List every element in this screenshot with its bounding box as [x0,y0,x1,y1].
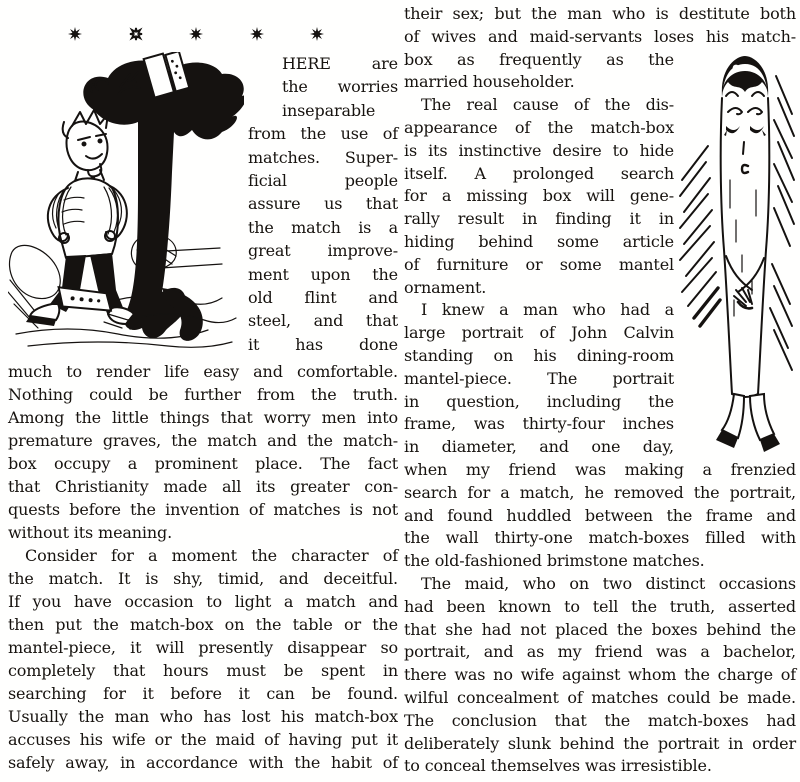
text-line: when my friend was making a frenzied [404,459,796,479]
closed-eyes [724,126,766,136]
text-beside-figure [404,49,796,459]
text-line: to conceal themselves was irresistible. [404,756,712,776]
hollow-star-ornament-icon [129,27,143,41]
paragraph-left-2 [8,544,398,774]
feet [716,394,780,452]
text-line: there was no wife against whom the charge of [404,665,796,685]
left-column [8,0,398,774]
text-line: portrait, and as my friend was a bachelor, [404,642,796,662]
text-line: mantel-piece, it will presently disappear so [8,638,398,657]
match-figure [716,56,780,452]
crossed-hands [726,256,764,308]
text-line: ficial people [248,171,398,191]
hatching-right-upper [774,76,794,246]
text-line: the match. It is shy, timid, and deceitful. [8,569,398,588]
paragraph-right-continuation [404,3,796,49]
dropcap-first-lines [248,52,398,122]
text-line: standing on his dining-room [404,345,674,365]
ornament-row [68,27,324,42]
text-line: accuses his wife or the maid of having put it [8,730,398,749]
text-line: If you have occasion to light a match and [8,592,398,611]
text-line: the old-fashioned brimstone matches. [404,551,705,571]
text-line: and found huddled between the frame and [404,505,796,525]
text-line: hiding behind some article [404,231,674,251]
text-line: from the use of [248,124,398,144]
text-line: appearance of the match-box [404,117,674,137]
text-line: completely that hours must be spent in [8,661,398,680]
text-line: search for a match, he removed the portrait, [404,482,796,502]
text-line: searching for it before it can be found. [8,684,398,703]
dropcap-illustration-row [8,52,398,356]
text-line: safely away, in accordance with the habit of [8,753,398,772]
text-line: much to render life easy and comfortable. [8,362,398,381]
text-line: of furniture or some mantel [404,254,674,274]
hatching-right-lower [770,264,792,370]
mouth [742,142,748,173]
text-line: itself. A prolonged search [404,163,674,183]
text-line: it has done [248,334,398,354]
text-line: inseparable [282,100,376,120]
match-figure-illustration [678,50,796,458]
text-line: large portrait of John Calvin [404,323,674,343]
text-line: had been known to tell the truth, asserted [404,596,796,616]
text-line: box as frequently as the [404,49,674,69]
text-line: married householder. [404,72,575,92]
text-line: great improve- [248,241,398,261]
text-line: The real cause of the dis- [421,95,674,115]
text-line: the wall thirty-one match-boxes filled with [404,528,796,548]
solid-star-ornament-icon [250,27,264,41]
text-line: box occupy a prominent place. The fact [8,454,398,473]
hatching-left [680,146,720,326]
text-line: quests before the invention of matches is not [8,500,398,519]
narrow-text-block [404,49,674,459]
text-line: in diameter, and one day, [404,437,674,457]
text-line: Among the little things that worry men into [8,408,398,427]
man-and-letter-T-illustration [8,52,244,356]
text-line: frame, was thirty-four inches [404,414,674,434]
face [726,92,764,114]
text-line: then put the match-box on the table or the [8,615,398,634]
paragraph-right-3-start [404,299,674,459]
solid-star-ornament-icon [68,27,82,41]
text-line: Nothing could be further from the truth. [8,385,398,404]
text-line: that she had not placed the boxes behind the [404,619,796,639]
text-line: The maid, who on two distinct occasions [421,573,796,593]
text-line: deliberately slunk behind the portrait in order [404,733,796,753]
text-line: the worries [282,77,398,97]
solid-star-ornament-icon [310,27,324,41]
text-line: that Christianity made all its greater con- [8,477,398,496]
hair-glint [733,64,740,71]
text-line: in question, including the [404,391,674,411]
paragraph-right-2 [404,94,674,299]
dropcap-wrapped-lines [248,122,398,356]
text-line: of wives and maid-servants loses his match- [404,26,796,46]
paragraph-right-4 [404,573,796,778]
text-line: HERE are [282,54,398,73]
text-line: I knew a man who had a [421,300,674,320]
text-line: for a missing box will gene- [404,186,674,206]
text-line: wilful concealment of matches could be made. [404,687,796,707]
opening-paragraph [248,52,398,356]
text-line: rally result in finding it in [404,209,674,229]
text-line: is its instinctive desire to hide [404,140,674,160]
text-line: ornament. [404,277,487,297]
text-line: the match is a [248,217,398,237]
text-line: mantel-piece. The portrait [404,368,674,388]
text-line: assure us that [248,194,398,214]
text-line: matches. Super- [248,147,398,167]
paragraph-left-1 [8,360,398,544]
text-line: steel, and that [248,311,398,331]
text-line: old flint and [248,288,398,308]
paragraph-right-1-end [404,49,674,95]
text-line: without its meaning. [8,523,173,542]
paragraph-right-3-end [404,459,796,573]
text-line: ment upon the [248,264,398,284]
text-line: The conclusion that the match-boxes had [404,710,796,730]
solid-star-ornament-icon [189,27,203,41]
text-line: premature graves, the match and the match- [8,431,398,450]
text-line: Consider for a moment the character of [25,546,398,565]
text-line: their sex; but the man who is destitute both [404,4,796,23]
text-line: Usually the man who has lost his match-box [8,707,398,726]
right-column [404,3,796,778]
